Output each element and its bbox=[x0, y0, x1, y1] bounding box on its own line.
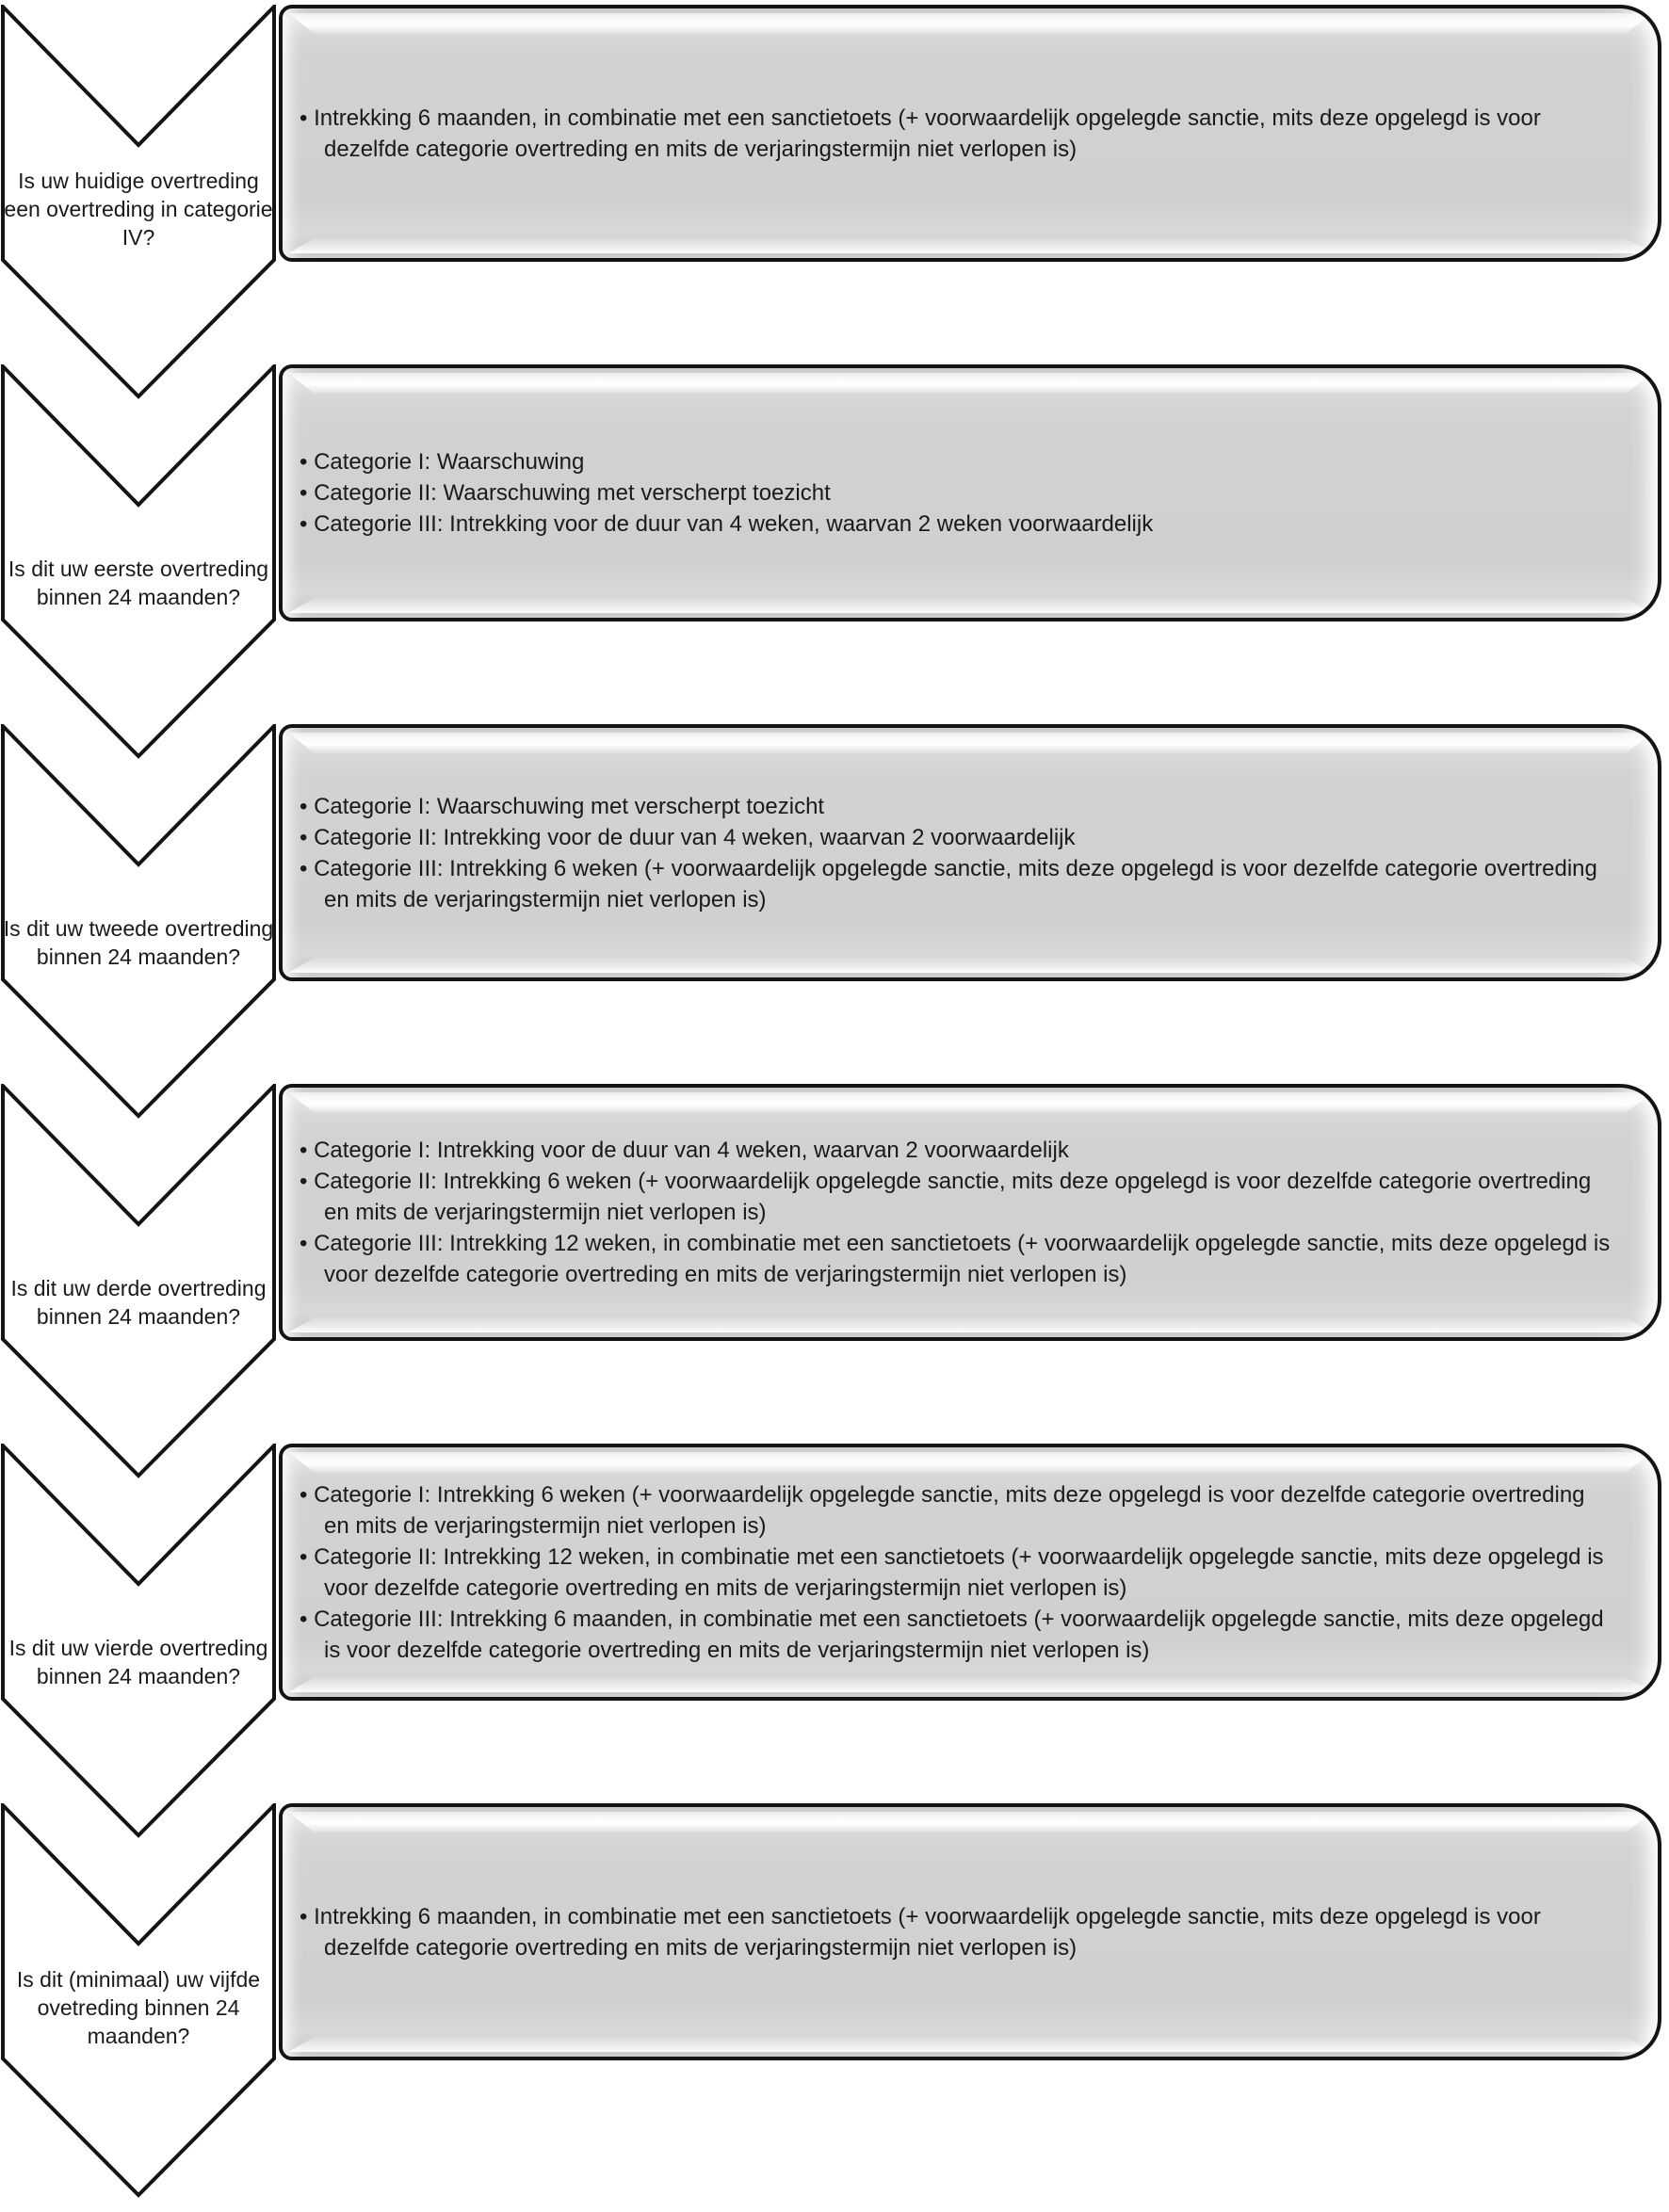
bullet-list bbox=[283, 1901, 1658, 1963]
bullet-item: • Categorie I: Intrekking voor de duur van 4 weken, waarvan 2 voorwaardelijk bbox=[300, 1135, 1614, 1166]
bevel-highlight-top bbox=[288, 373, 1652, 394]
bevel-highlight-top bbox=[288, 13, 1652, 34]
result-box bbox=[279, 5, 1661, 262]
bullet-list bbox=[283, 446, 1196, 540]
flow-row bbox=[0, 724, 1669, 1120]
bullet-item: • Categorie I: Waarschuwing met verscherpt toezicht bbox=[300, 791, 1614, 822]
result-box bbox=[279, 724, 1661, 981]
bevel-highlight-top bbox=[288, 1092, 1652, 1113]
question-label: Is uw huidige overtreding een overtreding in categorie IV? bbox=[4, 169, 273, 250]
bullet-item: • Categorie III: Intrekking 12 weken, in combinatie met een sanctietoets (+ voorwaardelijk opgelegde sanctie, mits deze opgelegd is voor dezelfde categorie overtreding en mits de verjaringstermijn niet verlopen is) bbox=[300, 1228, 1614, 1290]
bullet-item: • Intrekking 6 maanden, in combinatie met een sanctietoets (+ voorwaardelijk opgelegde sanctie, mits deze opgelegd is voor dezelfde categorie overtreding en mits de verjaringstermijn niet verlopen is) bbox=[300, 103, 1614, 165]
flow-row bbox=[0, 1444, 1669, 1839]
bullet-item: • Categorie II: Intrekking voor de duur van 4 weken, waarvan 2 voorwaardelijk bbox=[300, 822, 1614, 853]
bullet-list bbox=[283, 791, 1658, 915]
question-label: Is dit (minimaal) uw vijfde ovetreding binnen 24 maanden? bbox=[16, 1967, 261, 2048]
bevel-highlight-top bbox=[288, 1452, 1652, 1473]
bevel-highlight-top bbox=[288, 1812, 1652, 1833]
flow-row bbox=[0, 364, 1669, 760]
bullet-list bbox=[283, 1135, 1658, 1290]
bevel-highlight-bottom bbox=[288, 1317, 1652, 1332]
flow-row bbox=[0, 5, 1669, 400]
bullet-item: • Categorie I: Intrekking 6 weken (+ voorwaardelijk opgelegde sanctie, mits deze opgelegd is voor dezelfde categorie overtreding en mits de verjaringstermijn niet verlopen is) bbox=[300, 1479, 1614, 1542]
bullet-item: • Categorie I: Waarschuwing bbox=[300, 446, 1153, 477]
bullet-item: • Categorie II: Intrekking 12 weken, in combinatie met een sanctietoets (+ voorwaardelijk opgelegde sanctie, mits deze opgelegd is voor dezelfde categorie overtreding en mits de verjaringstermijn niet verlopen is) bbox=[300, 1542, 1614, 1604]
bullet-item: • Categorie II: Waarschuwing met verscherpt toezicht bbox=[300, 477, 1153, 509]
question-label: Is dit uw vierde overtreding binnen 24 maanden? bbox=[8, 1636, 268, 1688]
result-box bbox=[279, 1444, 1661, 1701]
bullet-list bbox=[283, 103, 1658, 165]
flow-row bbox=[0, 1084, 1669, 1479]
bullet-item: • Categorie III: Intrekking 6 weken (+ voorwaardelijk opgelegde sanctie, mits deze opgelegd is voor dezelfde categorie overtreding en mits de verjaringstermijn niet verlopen is) bbox=[300, 853, 1614, 915]
bevel-highlight-bottom bbox=[288, 1677, 1652, 1692]
bevel-highlight-bottom bbox=[288, 958, 1652, 973]
bevel-highlight-bottom bbox=[288, 238, 1652, 253]
question-label: Is dit uw tweede overtreding binnen 24 maanden? bbox=[3, 916, 274, 969]
question-label: Is dit uw derde overtreding binnen 24 maanden? bbox=[10, 1276, 267, 1329]
bullet-list bbox=[283, 1479, 1658, 1666]
bevel-highlight-top bbox=[288, 733, 1652, 753]
bullet-item: • Intrekking 6 maanden, in combinatie met een sanctietoets (+ voorwaardelijk opgelegde sanctie, mits deze opgelegd is voor dezelfde categorie overtreding en mits de verjaringstermijn niet verlopen is) bbox=[300, 1901, 1614, 1963]
result-box bbox=[279, 1084, 1661, 1341]
result-box bbox=[279, 1803, 1661, 2060]
bullet-item: • Categorie III: Intrekking voor de duur van 4 weken, waarvan 2 weken voorwaardelijk bbox=[300, 509, 1153, 540]
bevel-highlight-bottom bbox=[288, 598, 1652, 613]
bullet-item: • Categorie III: Intrekking 6 maanden, in combinatie met een sanctietoets (+ voorwaardelijk opgelegde sanctie, mits deze opgelegd is voor dezelfde categorie overtreding en mits de verjaringstermijn niet verlopen is) bbox=[300, 1604, 1614, 1666]
bullet-item: • Categorie II: Intrekking 6 weken (+ voorwaardelijk opgelegde sanctie, mits deze opgelegd is voor dezelfde categorie overtreding en mits de verjaringstermijn niet verlopen is) bbox=[300, 1166, 1614, 1228]
result-box bbox=[279, 364, 1661, 622]
flow-row bbox=[0, 1803, 1669, 2199]
bevel-highlight-bottom bbox=[288, 2037, 1652, 2052]
question-label: Is dit uw eerste overtreding binnen 24 maanden? bbox=[8, 557, 269, 609]
